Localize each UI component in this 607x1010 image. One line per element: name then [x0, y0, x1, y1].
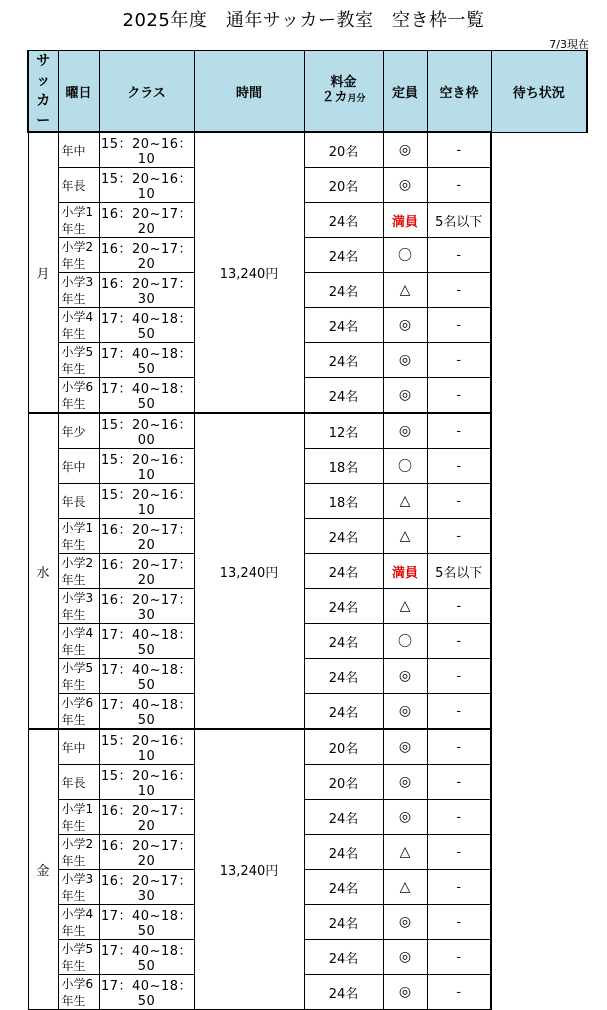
table-row	[28, 554, 587, 589]
table-row	[28, 132, 587, 168]
vacancy-cell: ◎	[383, 800, 427, 835]
table-row	[28, 870, 587, 905]
table-row	[28, 168, 587, 203]
table-row	[28, 729, 587, 765]
class-cell: 小学5年生	[58, 940, 99, 975]
waiting-cell: -	[427, 694, 491, 730]
class-cell: 年中	[58, 449, 99, 484]
class-cell: 小学3年生	[58, 273, 99, 308]
as-of-date: 7/3現在	[549, 38, 589, 51]
table-row	[28, 975, 587, 1010]
table-row	[28, 238, 587, 273]
capacity-cell: 24名	[304, 273, 383, 308]
capacity-cell: 20名	[304, 729, 383, 765]
header-fee-line1: 料金	[330, 75, 357, 90]
header-class: クラス	[99, 51, 194, 133]
category-cell	[28, 51, 58, 133]
vacancy-cell: △	[383, 589, 427, 624]
header-day: 曜日	[58, 51, 99, 133]
time-cell: 17：40~18：50	[99, 905, 194, 940]
capacity-cell: 12名	[304, 413, 383, 449]
vacancy-cell: △	[383, 519, 427, 554]
class-cell: 小学6年生	[58, 694, 99, 730]
time-cell: 17：40~18：50	[99, 378, 194, 414]
waiting-cell: 5名以下	[427, 203, 491, 238]
waiting-cell: -	[427, 975, 491, 1010]
class-cell: 小学2年生	[58, 554, 99, 589]
time-cell: 17：40~18：50	[99, 659, 194, 694]
time-cell: 16：20~17：20	[99, 203, 194, 238]
class-cell: 小学3年生	[58, 870, 99, 905]
waiting-cell: -	[427, 589, 491, 624]
class-cell: 年中	[58, 729, 99, 765]
capacity-cell: 24名	[304, 905, 383, 940]
time-cell: 16：20~17：20	[99, 554, 194, 589]
class-cell: 小学1年生	[58, 800, 99, 835]
vacancy-cell: 〇	[383, 449, 427, 484]
table-row	[28, 484, 587, 519]
class-cell: 小学6年生	[58, 975, 99, 1010]
day-cell: 金	[28, 729, 58, 1010]
class-cell: 小学2年生	[58, 238, 99, 273]
vacancy-cell: △	[383, 870, 427, 905]
time-cell: 17：40~18：50	[99, 624, 194, 659]
table-row	[28, 343, 587, 378]
header-fee	[304, 51, 383, 133]
vacancy-cell: ◎	[383, 940, 427, 975]
table-row	[28, 694, 587, 730]
waiting-cell: -	[427, 870, 491, 905]
capacity-cell: 24名	[304, 519, 383, 554]
class-cell: 小学5年生	[58, 659, 99, 694]
vacancy-cell: ◎	[383, 343, 427, 378]
capacity-cell: 24名	[304, 624, 383, 659]
time-cell: 16：20~17：30	[99, 589, 194, 624]
table-row	[28, 835, 587, 870]
schedule-body	[28, 132, 587, 1010]
vacancy-cell: ◎	[383, 413, 427, 449]
vacancy-cell: ◎	[383, 975, 427, 1010]
day-cell: 水	[28, 413, 58, 729]
time-cell: 15：20~16：10	[99, 484, 194, 519]
capacity-cell: 24名	[304, 694, 383, 730]
waiting-cell: -	[427, 343, 491, 378]
capacity-cell: 24名	[304, 659, 383, 694]
waiting-cell: -	[427, 413, 491, 449]
waiting-cell: -	[427, 378, 491, 414]
capacity-cell: 24名	[304, 870, 383, 905]
header-time: 時間	[194, 51, 304, 133]
vacancy-cell: ◎	[383, 694, 427, 730]
time-cell: 17：40~18：50	[99, 975, 194, 1010]
waiting-cell: 5名以下	[427, 554, 491, 589]
header-waiting: 待ち状況	[491, 51, 587, 133]
vacancy-cell: ◎	[383, 132, 427, 168]
table-row	[28, 203, 587, 238]
waiting-cell: -	[427, 484, 491, 519]
class-cell: 小学5年生	[58, 343, 99, 378]
capacity-cell: 24名	[304, 238, 383, 273]
vacancy-cell: 〇	[383, 624, 427, 659]
table-row	[28, 308, 587, 343]
class-cell: 年長	[58, 765, 99, 800]
time-cell: 17：40~18：50	[99, 308, 194, 343]
waiting-cell: -	[427, 729, 491, 765]
table-row	[28, 519, 587, 554]
header-row	[28, 51, 587, 133]
header-capacity: 定員	[383, 51, 427, 133]
table-row	[28, 624, 587, 659]
time-cell: 15：20~16：10	[99, 449, 194, 484]
waiting-cell: -	[427, 905, 491, 940]
waiting-cell: -	[427, 765, 491, 800]
header-fee-line2: ２カ	[321, 90, 348, 105]
waiting-cell: -	[427, 519, 491, 554]
vacancy-cell: 満員	[383, 203, 427, 238]
capacity-cell: 24名	[304, 589, 383, 624]
class-cell: 小学2年生	[58, 835, 99, 870]
fee-cell: 13,240円	[194, 413, 304, 729]
capacity-cell: 24名	[304, 800, 383, 835]
time-cell: 15：20~16：10	[99, 765, 194, 800]
time-cell: 16：20~17：20	[99, 835, 194, 870]
page-title: 2025年度 通年サッカー教室 空き枠一覧	[122, 10, 485, 31]
capacity-cell: 24名	[304, 308, 383, 343]
header-fee-unit: 月分	[347, 94, 366, 104]
time-cell: 16：20~17：30	[99, 273, 194, 308]
fee-cell: 13,240円	[194, 132, 304, 413]
time-cell: 16：20~17：20	[99, 800, 194, 835]
class-cell: 年中	[58, 132, 99, 168]
waiting-cell: -	[427, 168, 491, 203]
capacity-cell: 18名	[304, 484, 383, 519]
category-label: サッカー	[36, 53, 51, 129]
table-row	[28, 905, 587, 940]
waiting-cell: -	[427, 308, 491, 343]
time-cell: 17：40~18：50	[99, 343, 194, 378]
waiting-cell: -	[427, 624, 491, 659]
class-cell: 小学4年生	[58, 308, 99, 343]
time-cell: 16：20~17：20	[99, 238, 194, 273]
day-cell: 月	[28, 132, 58, 413]
time-cell: 16：20~17：20	[99, 519, 194, 554]
capacity-cell: 24名	[304, 343, 383, 378]
class-cell: 小学3年生	[58, 589, 99, 624]
table-row	[28, 378, 587, 414]
table-row	[28, 765, 587, 800]
capacity-cell: 24名	[304, 378, 383, 414]
class-cell: 小学1年生	[58, 203, 99, 238]
vacancy-cell: ◎	[383, 378, 427, 414]
vacancy-cell: ◎	[383, 308, 427, 343]
vacancy-cell: ◎	[383, 659, 427, 694]
time-cell: 15：20~16：00	[99, 413, 194, 449]
table-row	[28, 273, 587, 308]
class-cell: 小学4年生	[58, 624, 99, 659]
waiting-cell: -	[427, 940, 491, 975]
capacity-cell: 24名	[304, 835, 383, 870]
header-vacancy: 空き枠	[427, 51, 491, 133]
class-cell: 小学4年生	[58, 905, 99, 940]
vacancy-cell: ◎	[383, 905, 427, 940]
waiting-cell: -	[427, 800, 491, 835]
table-row	[28, 659, 587, 694]
capacity-cell: 24名	[304, 975, 383, 1010]
fee-cell: 13,240円	[194, 729, 304, 1010]
waiting-cell: -	[427, 659, 491, 694]
capacity-cell: 18名	[304, 449, 383, 484]
capacity-cell: 24名	[304, 203, 383, 238]
capacity-cell: 24名	[304, 554, 383, 589]
vacancy-cell: ◎	[383, 168, 427, 203]
class-cell: 小学1年生	[58, 519, 99, 554]
capacity-cell: 20名	[304, 168, 383, 203]
capacity-cell: 24名	[304, 940, 383, 975]
vacancy-cell: ◎	[383, 765, 427, 800]
vacancy-cell: △	[383, 273, 427, 308]
waiting-cell: -	[427, 238, 491, 273]
class-cell: 年長	[58, 168, 99, 203]
table-row	[28, 800, 587, 835]
table-row	[28, 589, 587, 624]
waiting-cell: -	[427, 273, 491, 308]
schedule-table	[27, 50, 588, 1010]
time-cell: 15：20~16：10	[99, 729, 194, 765]
vacancy-cell: 満員	[383, 554, 427, 589]
waiting-cell: -	[427, 449, 491, 484]
time-cell: 17：40~18：50	[99, 940, 194, 975]
time-cell: 15：20~16：10	[99, 168, 194, 203]
time-cell: 17：40~18：50	[99, 694, 194, 730]
table-row	[28, 413, 587, 449]
table-row	[28, 940, 587, 975]
vacancy-cell: △	[383, 835, 427, 870]
time-cell: 16：20~17：30	[99, 870, 194, 905]
time-cell: 15：20~16：10	[99, 132, 194, 168]
class-cell: 小学6年生	[58, 378, 99, 414]
vacancy-cell: △	[383, 484, 427, 519]
capacity-cell: 20名	[304, 132, 383, 168]
class-cell: 年長	[58, 484, 99, 519]
waiting-cell: -	[427, 835, 491, 870]
table-row	[28, 449, 587, 484]
vacancy-cell: ◎	[383, 729, 427, 765]
class-cell: 年少	[58, 413, 99, 449]
capacity-cell: 20名	[304, 765, 383, 800]
vacancy-cell: 〇	[383, 238, 427, 273]
waiting-cell: -	[427, 132, 491, 168]
